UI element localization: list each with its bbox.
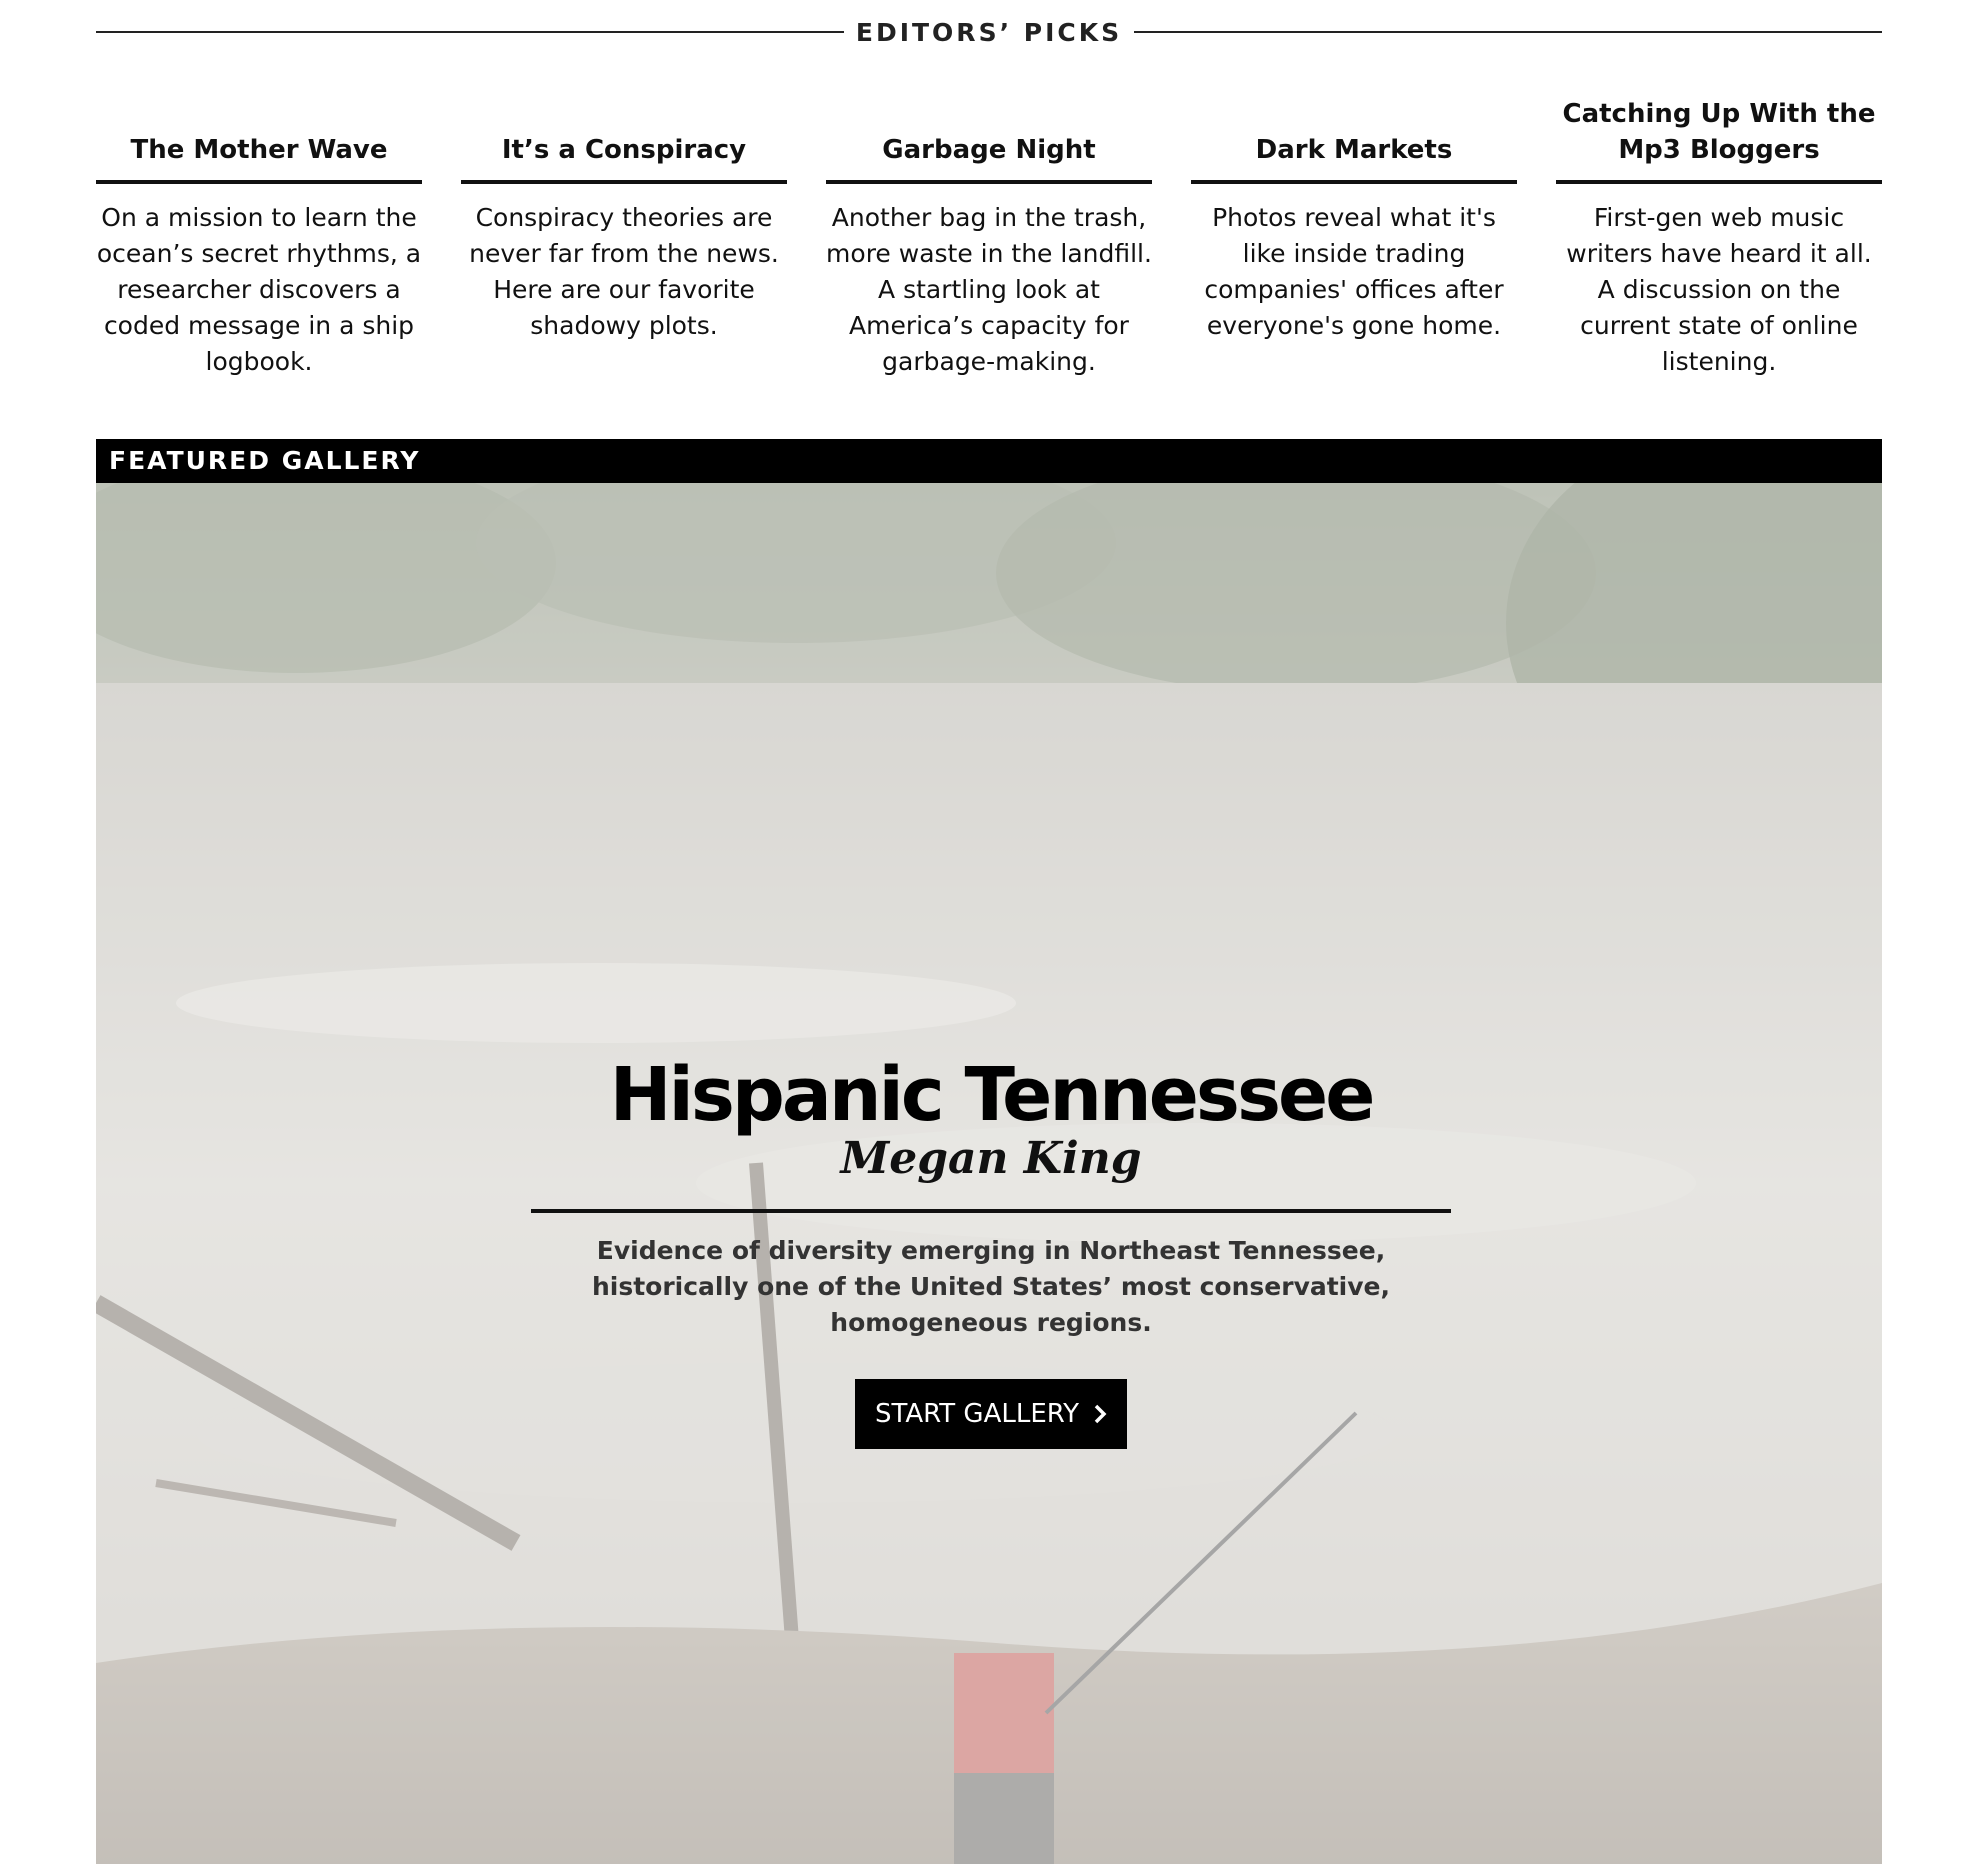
start-gallery-label: START GALLERY xyxy=(874,1399,1080,1429)
gallery-description: Evidence of diversity emerging in Northeast Tennessee, historically one of the United States’ most conservative, homogeneous regions. xyxy=(591,1236,1391,1337)
pick-description: First-gen web music writers have heard it all. A discussion on the current state of online listening. xyxy=(1566,203,1872,376)
pick-description: Photos reveal what it's like inside trading companies' offices after everyone's gone home. xyxy=(1204,203,1504,340)
pick-card-dark-markets xyxy=(1191,80,1517,380)
pick-title-link[interactable]: It’s a Conspiracy xyxy=(501,135,747,165)
editors-picks-list xyxy=(96,80,1882,380)
pick-title-link[interactable]: The Mother Wave xyxy=(130,135,388,165)
pick-title-link[interactable]: Garbage Night xyxy=(882,135,1096,165)
chevron-right-icon xyxy=(1093,1403,1107,1425)
pick-title-link[interactable]: Catching Up With the Mp3 Bloggers xyxy=(1562,99,1876,165)
pick-description: On a mission to learn the ocean’s secret rhythms, a researcher discovers a coded message in a ship logbook. xyxy=(96,203,422,376)
gallery-content xyxy=(531,1053,1451,1449)
featured-gallery-hero xyxy=(96,483,1882,1864)
featured-gallery-label: FEATURED GALLERY xyxy=(96,439,1882,483)
pick-card-mp3-bloggers xyxy=(1556,80,1882,380)
pick-card-header xyxy=(826,80,1152,184)
gallery-author: Megan King xyxy=(840,1133,1142,1184)
pick-card-conspiracy xyxy=(461,80,787,380)
pick-card-mother-wave xyxy=(96,80,422,380)
pick-card-garbage-night xyxy=(826,80,1152,380)
header-rule-left xyxy=(96,31,844,33)
pick-card-header xyxy=(1191,80,1517,184)
pick-description: Conspiracy theories are never far from the news. Here are our favorite shadowy plots. xyxy=(469,203,779,340)
editors-picks-heading: EDITORS’ PICKS xyxy=(855,17,1123,47)
gallery-title: Hispanic Tennessee xyxy=(609,1052,1373,1138)
gallery-divider xyxy=(531,1209,1451,1213)
header-rule-right xyxy=(1134,31,1882,33)
pick-title-link[interactable]: Dark Markets xyxy=(1255,135,1453,165)
pick-card-header xyxy=(96,80,422,184)
editors-picks-header xyxy=(96,12,1882,52)
pick-card-header xyxy=(1556,80,1882,184)
pick-card-header xyxy=(461,80,787,184)
pick-description: Another bag in the trash, more waste in the landfill. A startling look at America’s capacity for garbage-making. xyxy=(826,203,1152,376)
start-gallery-button[interactable] xyxy=(855,1379,1127,1449)
